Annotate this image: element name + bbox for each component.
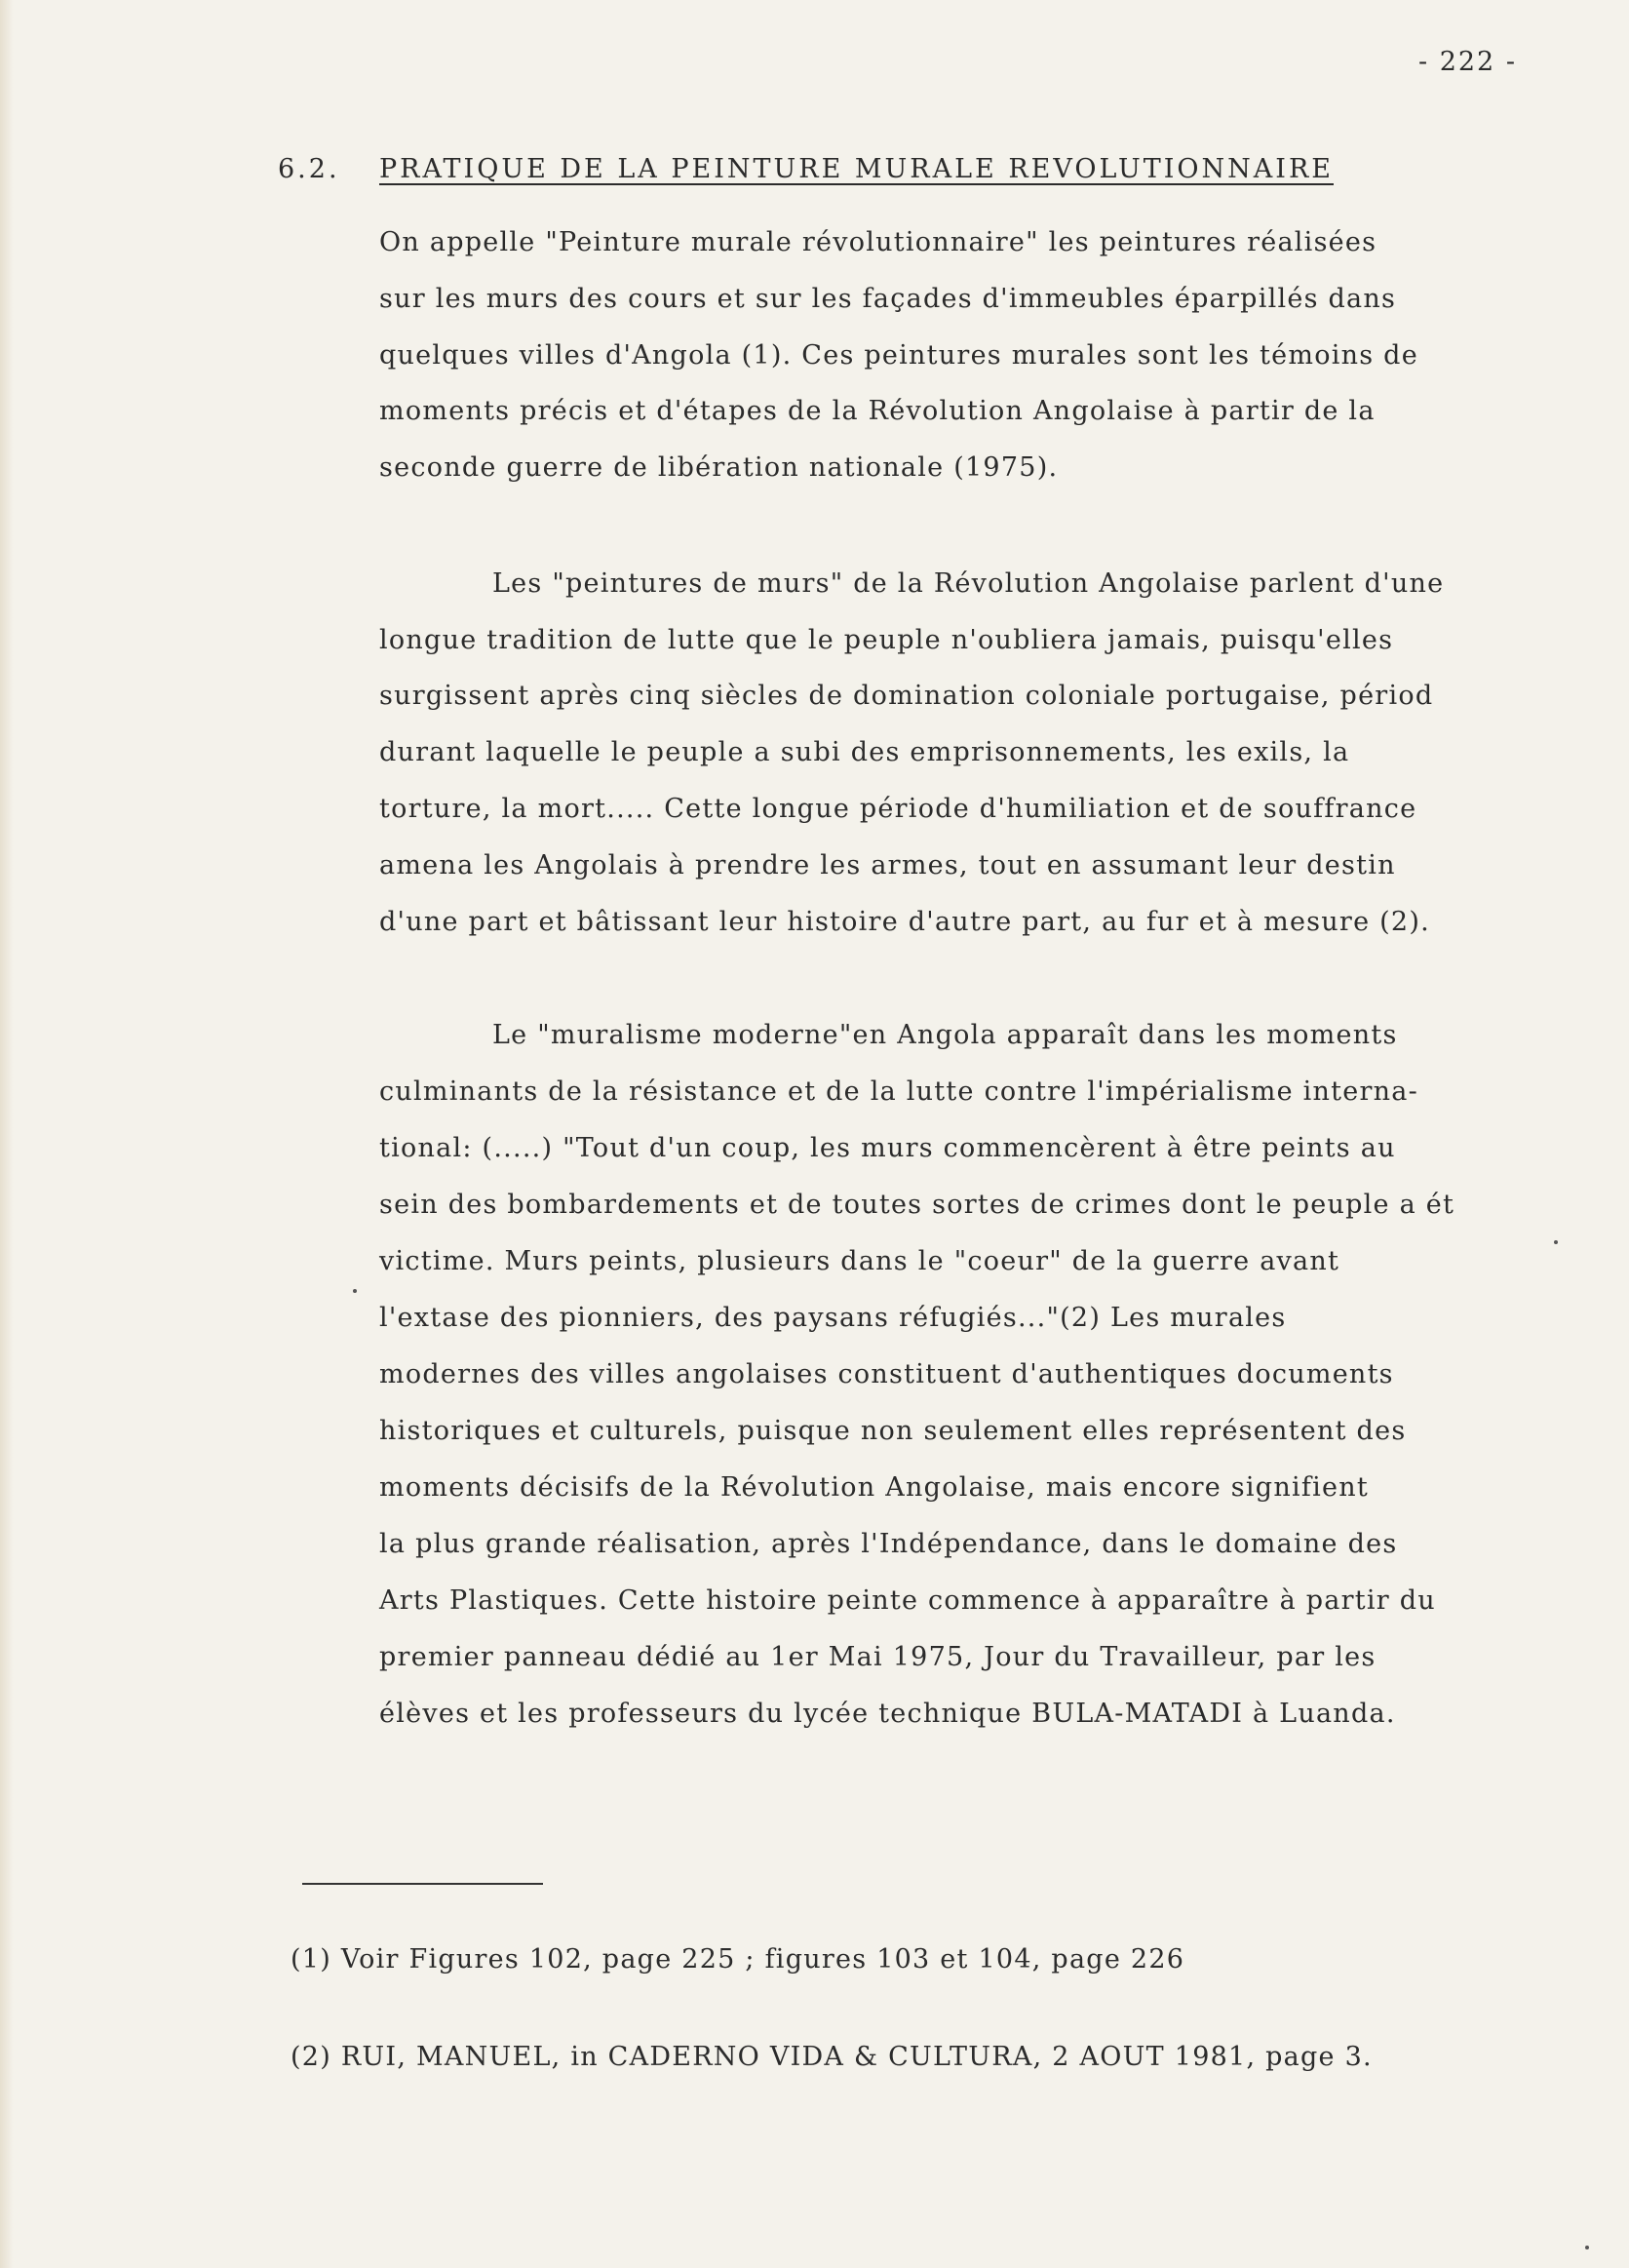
body-line: l'extase des pionniers, des paysans réfugiés..."(2) Les murales xyxy=(379,1303,1287,1333)
footnote: (1) Voir Figures 102, page 225 ; figures 103 et 104, page 226 xyxy=(291,1944,1185,1975)
body-line: On appelle "Peinture murale révolutionnaire" les peintures réalisées xyxy=(379,227,1377,257)
footnote: (2) RUI, MANUEL, in CADERNO VIDA & CULTURA, 2 AOUT 1981, page 3. xyxy=(291,2042,1373,2072)
body-line: seconde guerre de libération nationale (1975). xyxy=(379,452,1059,483)
body-line: amena les Angolais à prendre les armes, tout en assumant leur destin xyxy=(379,850,1396,880)
section-heading xyxy=(278,154,1334,184)
body-line: moments précis et d'étapes de la Révolution Angolaise à partir de la xyxy=(379,396,1376,426)
paper-edge xyxy=(0,0,14,2268)
body-line: tional: (.....) "Tout d'un coup, les murs commencèrent à être peints au xyxy=(379,1133,1396,1163)
body-line: longue tradition de lutte que le peuple n'oubliera jamais, puisqu'elles xyxy=(379,625,1394,655)
paper-speck xyxy=(1585,2246,1589,2249)
body-line: durant laquelle le peuple a subi des emprisonnements, les exils, la xyxy=(379,737,1350,767)
body-line: premier panneau dédié au 1er Mai 1975, Jour du Travailleur, par les xyxy=(379,1642,1377,1672)
body-line: culminants de la résistance et de la lutte contre l'impérialisme interna- xyxy=(379,1076,1419,1107)
paper-speck xyxy=(1554,1240,1558,1244)
body-line: Les "peintures de murs" de la Révolution Angolaise parlent d'une xyxy=(492,568,1445,599)
body-line: sur les murs des cours et sur les façades d'immeubles éparpillés dans xyxy=(379,284,1397,314)
section-title: PRATIQUE DE LA PEINTURE MURALE REVOLUTIONNAIRE xyxy=(379,154,1334,184)
body-line: Arts Plastiques. Cette histoire peinte commence à apparaître à partir du xyxy=(379,1585,1436,1616)
body-line: la plus grande réalisation, après l'Indépendance, dans le domaine des xyxy=(379,1529,1398,1559)
body-line: d'une part et bâtissant leur histoire d'autre part, au fur et à mesure (2). xyxy=(379,907,1430,937)
page-number: - 222 - xyxy=(1418,47,1517,77)
footnote-divider xyxy=(302,1883,543,1885)
body-line: modernes des villes angolaises constituent d'authentiques documents xyxy=(379,1359,1394,1389)
paper-speck xyxy=(353,1289,357,1293)
body-line: quelques villes d'Angola (1). Ces peintures murales sont les témoins de xyxy=(379,340,1418,371)
body-line: victime. Murs peints, plusieurs dans le "coeur" de la guerre avant xyxy=(379,1246,1340,1276)
body-line: Le "muralisme moderne"en Angola apparaît dans les moments xyxy=(492,1020,1398,1050)
body-line: historiques et culturels, puisque non seulement elles représentent des xyxy=(379,1416,1407,1446)
body-line: élèves et les professeurs du lycée technique BULA-MATADI à Luanda. xyxy=(379,1699,1396,1729)
body-line: sein des bombardements et de toutes sortes de crimes dont le peuple a ét xyxy=(379,1190,1455,1220)
body-line: moments décisifs de la Révolution Angolaise, mais encore signifient xyxy=(379,1472,1369,1503)
section-number: 6.2. xyxy=(278,154,340,184)
body-line: surgissent après cinq siècles de domination coloniale portugaise, périod xyxy=(379,681,1434,711)
body-line: torture, la mort..... Cette longue période d'humiliation et de souffrance xyxy=(379,794,1417,824)
